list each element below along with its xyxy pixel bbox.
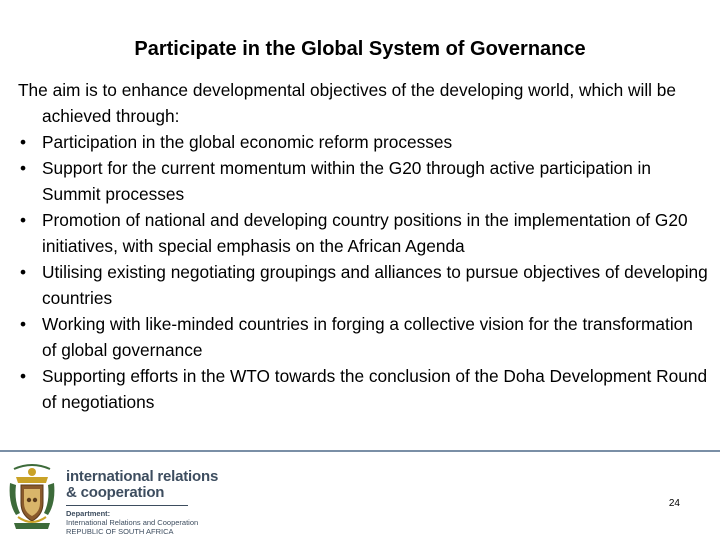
list-item (18, 129, 708, 155)
bullet-icon: • (20, 158, 27, 178)
footer-divider (0, 450, 720, 452)
slide-title: Participate in the Global System of Governance (134, 38, 586, 60)
list-item (18, 311, 708, 363)
list-item-text: Supporting efforts in the WTO towards the conclusion of the Doha Development Round of negotiations (42, 366, 708, 412)
list-item (18, 363, 708, 415)
logo-subtitle-2: International Relations and Cooperation (66, 518, 199, 527)
bullet-icon: • (20, 210, 27, 230)
list-item (18, 207, 708, 259)
intro-text: The aim is to enhance developmental objectives of the developing world, which will be achieved through: (18, 80, 677, 126)
logo-subtitle-3: REPUBLIC OF SOUTH AFRICA (66, 527, 174, 536)
footer (0, 453, 720, 540)
list-item-text: Support for the current momentum within the G20 through active participation in Summit processes (42, 158, 652, 204)
bullet-icon: • (20, 262, 27, 282)
bullet-icon: • (20, 366, 27, 386)
logo-line-2: & cooperation (66, 484, 165, 501)
logo-rule (66, 505, 188, 506)
page-number: 24 (668, 498, 680, 509)
bullet-list (18, 129, 708, 415)
list-item-text: Working with like-minded countries in forging a collective vision for the transformation of global governance (42, 314, 693, 360)
bullet-icon: • (20, 314, 27, 334)
list-item-text: Participation in the global economic reform processes (42, 132, 453, 152)
logo-line-1: international relations (66, 468, 219, 485)
coat-of-arms-icon (6, 463, 58, 533)
list-item-text: Utilising existing negotiating groupings and alliances to pursue objectives of developing countries (42, 262, 708, 308)
list-item (18, 155, 708, 207)
department-logo (66, 469, 218, 536)
slide-body (18, 77, 708, 415)
list-item (18, 259, 708, 311)
bullet-icon: • (20, 132, 27, 152)
list-item-text: Promotion of national and developing country positions in the implementation of G20 initiatives, with special emphasis on the African Agenda (42, 210, 688, 256)
logo-subtitle-1: Department: (66, 509, 111, 518)
